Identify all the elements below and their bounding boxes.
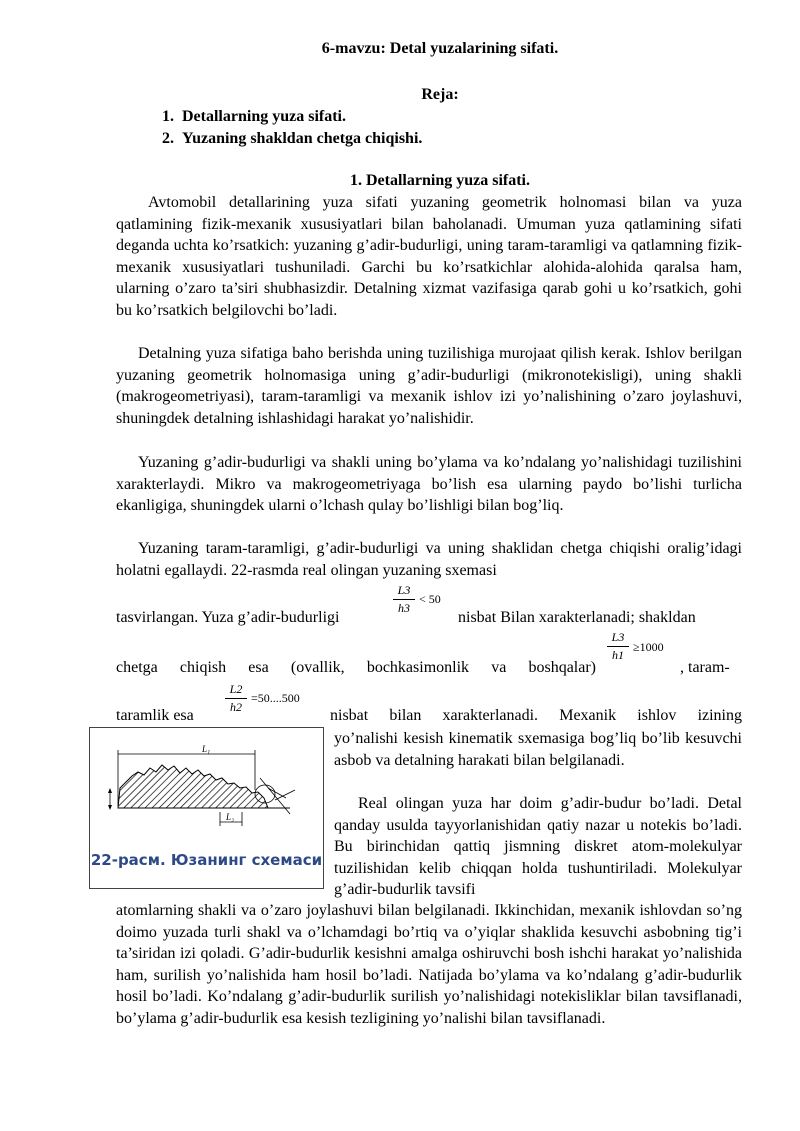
paragraph: Yuzaning taram-taramligi, g’adir-budurligi va uning shaklidan chetga chiqishi oralig’idagi holatni egallaydi. 22-rasmda real olingan yuzaning sxemasi (116, 540, 742, 579)
plan-item: 1. Detallarning yuza sifati. (162, 108, 346, 125)
formula-shape-deviation: L3 h1 ≥1000 (607, 630, 629, 663)
formula-roughness: L3 h3 < 50 (393, 583, 415, 616)
formula-waviness: L2 h2 =50....500 (225, 682, 247, 715)
paragraph: yo’nalishi kesish kinematik sxemasiga bog’liq bo’lib kesuvchi asbob va detalning harakati bilan belgilanadi. (334, 730, 742, 769)
section-heading: 1. Detallarning yuza sifati. (350, 172, 530, 189)
paragraph: atomlarning shakli va o’zaro joylashuvi bilan belgilanadi. Ikkinchidan, mexanik ishlovdan so’ng doimo yuzada turli shakl va o’lchamdagi bo’rtiq va o’yiqlar shaklida kesuvchi asbobning tig’i ta’siridan izi qoladi. G’adir-budurlik kesishni amalga oshiruvchi bosh ishchi harakat yo’nalishida ham, surilish yo’nalishida ham hosil bo’ladi. Natijada bo’ylama va ko’ndalang g’adir-budurlik hosil bo’ladi. Ko’ndalang g’adir-budurlik surilish yo’nalishidagi notekisliklar bilan tavsiflanadi, bo’ylama g’adir-budurlik esa kesish tezligining yo’nalishi bilan tavsiflanadi. (116, 902, 742, 1027)
paragraph: Avtomobil detallarining yuza sifati yuzaning geometrik holnomasi bilan va yuza qatlamining fizik-mexanik xususiyatlari bilan baholanadi. Umuman yuza qatlamining sifati deganda uchta ko’rsatkich: yuzaning g’adir-budurligi, uning taram-taramligi va qatlamning fizik-mexanik xususiyatlari tushuniladi. Garchi bu ko’rsatkichlar alohida-alohida qaralsa ham, ularning o’zaro ta’siri shubhasizdir. Detalning xizmat vazifasiga qarab gohi u ko’rsatkich, gohi bu ko’rsatkich belgilovchi bo’ladi. (116, 194, 742, 319)
text-line: nisbat bilan xarakterlanadi. Mexanik ishlov izining (330, 707, 742, 724)
hatched-profile (118, 765, 268, 808)
plan-list (162, 106, 422, 150)
text-line: , taram- (680, 659, 730, 676)
figure-surface-scheme (89, 727, 324, 889)
plan-item: 2. Yuzaning shakldan chetga chiqishi. (162, 130, 423, 147)
paragraph: Yuzaning g’adir-budurligi va shakli uning bo’ylama va ko’ndalang yo’nalishidagi tuzilishini xarakterlaydi. Mikro va makrogeometriyaga bo’lish esa ularning paydo bo’lishi turlicha ekanligiga, shuningdek ularni o’lchash qulay bo’lishligi bilan bog’liq. (116, 454, 742, 515)
figure-caption: 22-расм. Юзанинг схемаси (90, 852, 323, 869)
text-line: nisbat Bilan xarakterlanadi; shakldan (458, 609, 696, 626)
text-line: tasvirlangan. Yuza g’adir-budurligi (116, 609, 340, 626)
surface-profile-diagram (90, 728, 323, 852)
dimension-label: L₁ (202, 744, 211, 754)
text-line: chetga chiqish esa (ovallik, bochkasimonlik va boshqalar) (116, 659, 596, 676)
text-line: taramlik esa (116, 707, 194, 724)
paragraph: Detalning yuza sifatiga baho berishda uning tuzilishiga murojaat qilish kerak. Ishlov berilgan yuzaning geometrik holnomasiga uning g’adir-budurligi (mikronotekisligi), uning shakli (makrogeometriyasi), taram-taramligi va mexanik ishlov izi yo’nalishining o’zaro joylashuvi, shuningdek detalning ishlashidagi harakat yo’nalishidir. (116, 345, 742, 427)
paragraph: Real olingan yuza har doim g’adir-budur bo’ladi. Detal qanday usulda tayyorlanishidan qatiy nazar u notekis bo’ladi. Bu birinchidan qattiq jismning diskret atom-molekulyar tuzilishidan kelib chiqqan holda tushuntiriladi. Molekulyar g’adir-budurlik tavsifi (334, 795, 742, 899)
dimension-label: L₂ (226, 812, 235, 822)
document-title: 6-mavzu: Detal yuzalarining sifati. (321, 40, 559, 57)
plan-heading: Reja: (421, 86, 459, 103)
